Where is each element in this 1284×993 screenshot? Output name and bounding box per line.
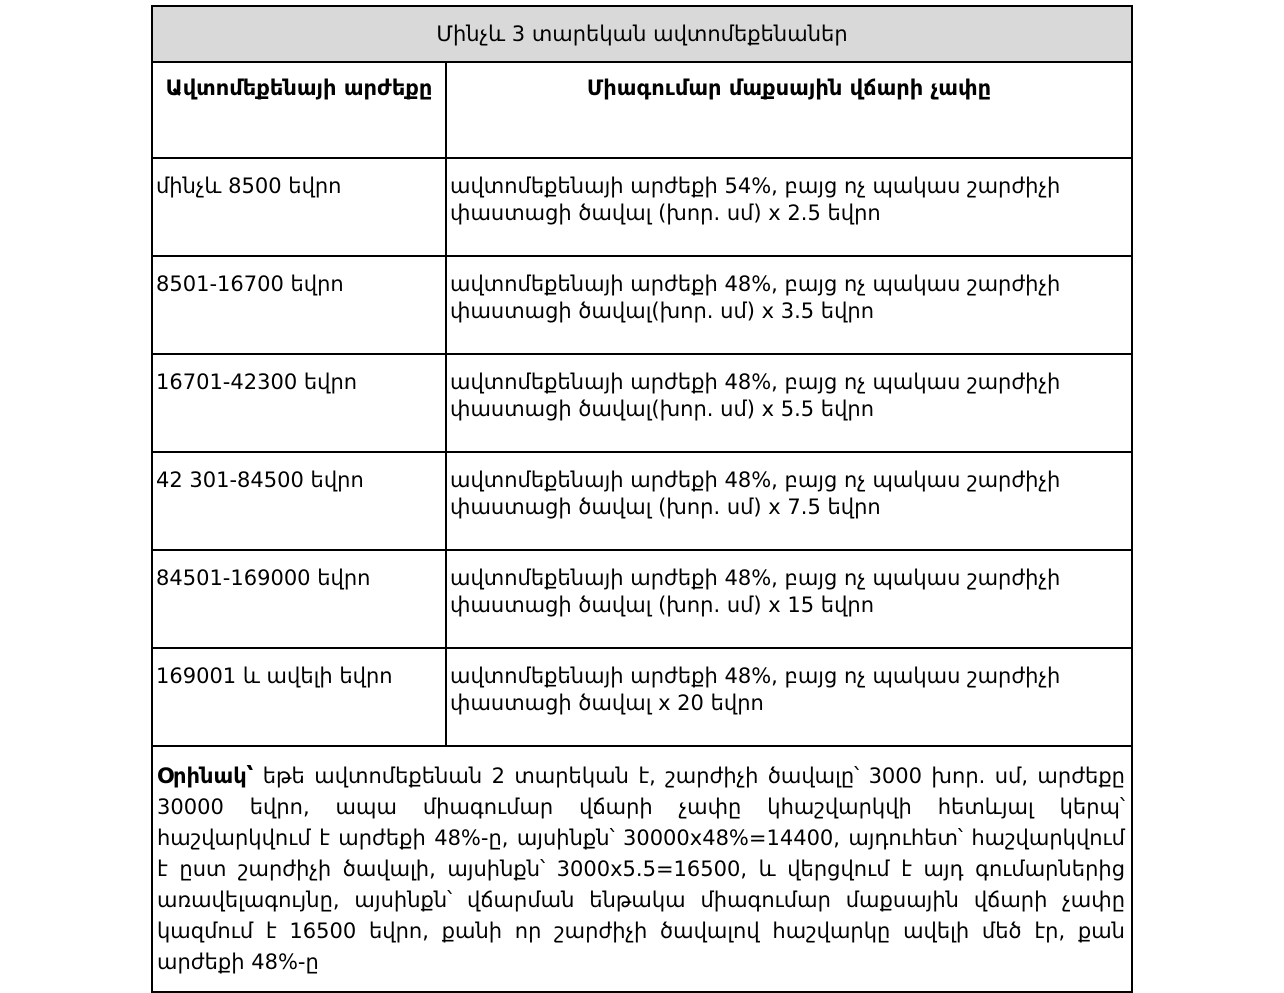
example-label: Օրինակ՝ <box>157 764 254 788</box>
table-row <box>152 354 1132 452</box>
table-row <box>152 550 1132 648</box>
table-row <box>152 256 1132 354</box>
rate-cell: ավտոմեքենայի արժեքի 48%, բայց ոչ պակաս շարժիչի փաստացի ծավալ x 20 եվրո <box>446 648 1132 746</box>
column-header-value: Ավտոմեքենայի արժեքը <box>152 62 446 158</box>
rate-cell: ավտոմեքենայի արժեքի 48%, բայց ոչ պակաս շարժիչի փաստացի ծավալ(խոր. սմ) x 5.5 եվրո <box>446 354 1132 452</box>
value-cell: 16701-42300 եվրո <box>152 354 446 452</box>
value-cell: 169001 և ավելի եվրո <box>152 648 446 746</box>
table-row <box>152 452 1132 550</box>
value-cell: 8501-16700 եվրո <box>152 256 446 354</box>
rate-cell: ավտոմեքենայի արժեքի 48%, բայց ոչ պակաս շարժիչի փաստացի ծավալ (խոր. սմ) x 15 եվրո <box>446 550 1132 648</box>
rate-cell: ավտոմեքենայի արժեքի 48%, բայց ոչ պակաս շարժիչի փաստացի ծավալ (խոր. սմ) x 7.5 եվրո <box>446 452 1132 550</box>
rate-cell: ավտոմեքենայի արժեքի 54%, բայց ոչ պակաս շարժիչի փաստացի ծավալ (խոր. սմ) x 2.5 եվրո <box>446 158 1132 256</box>
column-header-rate: Միագումար մաքսային վճարի չափը <box>446 62 1132 158</box>
example-text: եթե ավտոմեքենան 2 տարեկան է, շարժիչի ծավալը՝ 3000 խոր. սմ, արժեքը 30000 եվրո, ապա միագումար վճարի չափը կհաշվարկվի հետևյալ կերպ՝ հաշվարկվում է արժեքի 48%-ը, այսինքն՝ 30000x48%=14400, այդուհետ՝ հաշվարկվում է ըստ շարժիչի ծավալի, այսինքն՝ 3000x5.5=16500, և վերցվում է այդ գումարներից առավելագույնը, այսինքն՝ վճարման ենթակա միագումար մաքսային վճարի չափը կազմում է 16500 եվրո, քանի որ շարժիչի ծավալով հաշվարկը ավելի մեծ էր, քան արժեքի 48%-ը <box>157 764 1125 974</box>
table-title: Մինչև 3 տարեկան ավտոմեքենաներ <box>152 6 1132 62</box>
value-cell: 84501-169000 եվրո <box>152 550 446 648</box>
value-cell: մինչև 8500 եվրո <box>152 158 446 256</box>
customs-duty-table <box>151 5 1133 993</box>
example-cell <box>152 746 1132 992</box>
value-cell: 42 301-84500 եվրո <box>152 452 446 550</box>
rate-cell: ավտոմեքենայի արժեքի 48%, բայց ոչ պակաս շարժիչի փաստացի ծավալ(խոր. սմ) x 3.5 եվրո <box>446 256 1132 354</box>
table-row <box>152 158 1132 256</box>
table-row <box>152 648 1132 746</box>
